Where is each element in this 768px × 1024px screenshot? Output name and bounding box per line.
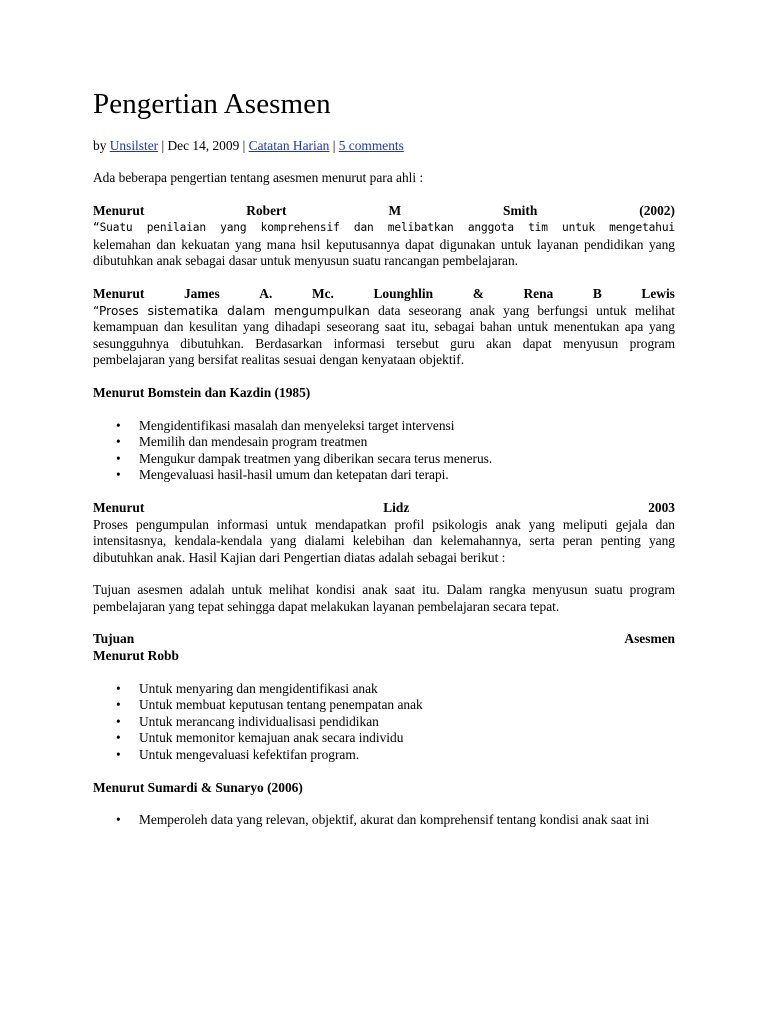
- list-item-text: Untuk mengevaluasi kefektifan program.: [139, 747, 360, 763]
- list-item: [93, 451, 675, 468]
- section-heading-bomstein: Menurut Bomstein dan Kazdin (1985): [93, 384, 311, 400]
- section-smith: [93, 203, 675, 270]
- heading-word: Smith: [503, 202, 538, 218]
- page-title: Pengertian Asesmen: [93, 88, 331, 120]
- robb-list: [93, 681, 675, 764]
- paragraph-text: [93, 303, 675, 369]
- bullet-icon: •: [116, 680, 121, 696]
- bullet-icon: •: [116, 434, 121, 450]
- bullet-icon: •: [116, 812, 121, 828]
- bullet-icon: •: [116, 713, 121, 729]
- list-item-text: Untuk membuat keputusan tentang penempatan anak: [139, 697, 423, 713]
- list-item: [93, 697, 675, 714]
- list-item-text: Untuk memonitor kemajuan anak secara individu: [139, 730, 404, 746]
- heading-word: Menurut: [93, 202, 145, 218]
- heading-word: Rena: [523, 285, 554, 301]
- section-lidz: [93, 500, 675, 566]
- article: [93, 84, 675, 829]
- intro-paragraph: Ada beberapa pengertian tentang asesmen menurut para ahli :: [93, 170, 424, 185]
- list-item: [93, 434, 675, 451]
- comments-link[interactable]: 5 comments: [338, 138, 404, 153]
- meta-sep: |: [239, 138, 249, 153]
- heading-word: Tujuan: [93, 631, 135, 647]
- heading-word: M: [388, 202, 402, 218]
- list-item-text: Mengevaluasi hasil-hasil umum dan ketepatan dari terapi.: [139, 467, 449, 483]
- author-link[interactable]: Unsilster: [109, 138, 159, 153]
- section-heading: [93, 631, 675, 648]
- bullet-icon: •: [116, 417, 121, 433]
- bullet-icon: •: [116, 450, 121, 466]
- section-heading: [93, 286, 675, 303]
- heading-word: Menurut: [93, 285, 145, 301]
- section-heading: [93, 203, 675, 220]
- list-item: [93, 747, 675, 764]
- list-item-text: Untuk merancang individualisasi pendidikan: [139, 713, 379, 729]
- list-item-text: Untuk menyaring dan mengidentifikasi anak: [139, 680, 378, 696]
- bomstein-list: [93, 418, 675, 484]
- paragraph-text: Proses pengumpulan informasi untuk mendapatkan profil psikologis anak yang meliputi gejala dan intensitasnya, kendala-kendala yang dialami kelebihan dan kelemahannya, serta peran penting yang dibutuhkan anak. Hasil Kajian dari Pengertian diatas adalah sebagai berikut :: [93, 516, 675, 565]
- heading-word: B: [592, 285, 602, 301]
- heading-word: Lewis: [641, 285, 675, 301]
- meta-sep: |: [158, 138, 168, 153]
- section-robb: [93, 631, 675, 664]
- bullet-icon: •: [116, 697, 121, 713]
- list-item-text: Memilih dan mendesain program treatmen: [139, 434, 368, 450]
- list-item: [93, 681, 675, 698]
- sumardi-list: [93, 812, 675, 829]
- list-item-text: Mengukur dampak treatmen yang diberikan secara terus menerus.: [139, 450, 493, 466]
- heading-word: Mc.: [311, 285, 334, 301]
- section-heading-line2: Menurut Robb: [93, 648, 179, 664]
- paragraph-text: kelemahan dan kekuatan yang mana hsil keputusannya dapat digunakan untuk layanan pendidikan yang dibutuhkan anak sebagai dasar untuk menyusun suatu rancangan pembelajaran.: [93, 236, 675, 269]
- heading-word: (2002): [639, 202, 675, 218]
- post-meta: [93, 138, 675, 154]
- heading-word: Lidz: [383, 499, 410, 515]
- meta-by: by: [93, 138, 107, 153]
- post-date: Dec 14, 2009: [167, 138, 240, 153]
- list-item: [93, 467, 675, 484]
- list-item-text: Memperoleh data yang relevan, objektif, akurat dan komprehensif tentang kondisi anak saat ini: [139, 812, 650, 828]
- category-link[interactable]: Catatan Harian: [248, 138, 330, 153]
- section-heading: [93, 500, 675, 517]
- list-item-text: Mengidentifikasi masalah dan menyeleksi target intervensi: [139, 417, 455, 433]
- bullet-icon: •: [116, 467, 121, 483]
- quote-text: “Proses sistematika dalam mengumpulkan: [93, 303, 370, 318]
- tujuan-paragraph: Tujuan asesmen adalah untuk melihat kondisi anak saat itu. Dalam rangka menyusun suatu program pembelajaran yang tepat sehingga dapat melakukan layanan pembelajaran secara tepat.: [93, 582, 675, 614]
- section-heading-sumardi: Menurut Sumardi & Sunaryo (2006): [93, 779, 303, 795]
- section-lounghlin: [93, 286, 675, 369]
- list-item: [93, 812, 675, 829]
- heading-word: James: [183, 285, 220, 301]
- heading-word: A.: [259, 285, 273, 301]
- list-item: [93, 730, 675, 747]
- quote-text: “Suatu penilaian yang komprehensif dan melibatkan anggota tim untuk mengetahui: [93, 221, 675, 235]
- heading-word: Menurut: [93, 499, 145, 515]
- bullet-icon: •: [116, 747, 121, 763]
- bullet-icon: •: [116, 730, 121, 746]
- heading-word: Asesmen: [624, 631, 675, 647]
- heading-word: 2003: [648, 499, 675, 515]
- heading-word: &: [472, 285, 484, 301]
- heading-word: Lounghlin: [373, 285, 434, 301]
- heading-word: Robert: [246, 202, 287, 218]
- meta-sep: |: [329, 138, 339, 153]
- list-item: [93, 714, 675, 731]
- quote-body: data seseorang anak yang berfungsi untuk melihat kemampuan dan kesulitan yang dihadapi seseorang saat itu, sebagai bahan untuk menentukan apa yang sesungguhnya dibutuhkan. Berdasarkan informasi tersebut guru akan dapat menyusun program pembelajaran yang bersifat realitas sesuai dengan kenyataan objektif.: [93, 302, 676, 368]
- list-item: [93, 418, 675, 435]
